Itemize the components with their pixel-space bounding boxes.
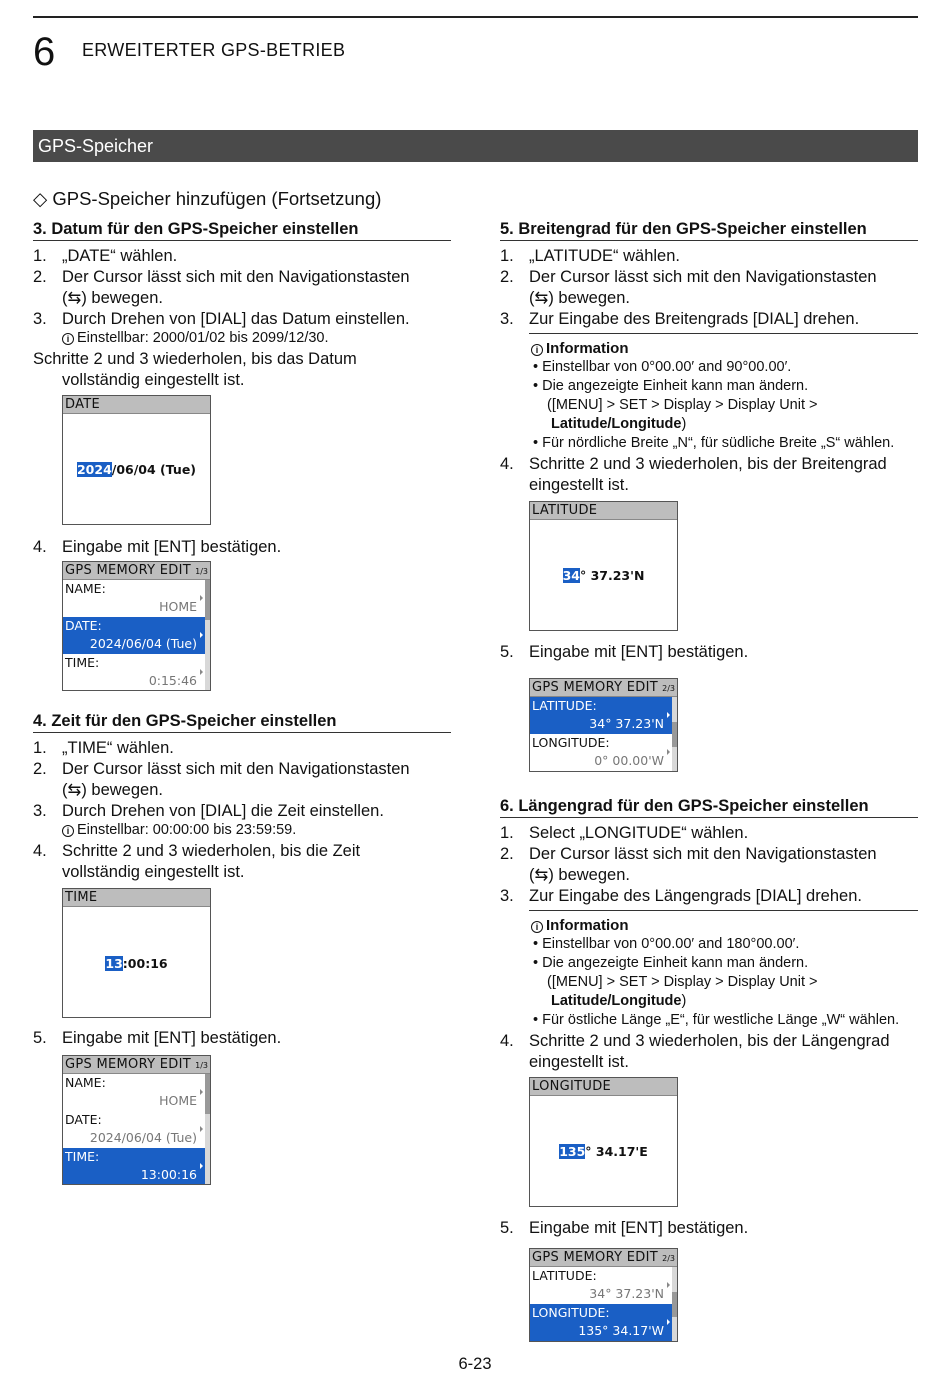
- date-value: 2024/06/04 (Tue): [76, 462, 197, 477]
- note: i Einstellbar: 2000/01/02 bis 2099/12/30.: [62, 329, 329, 348]
- date-screen: [62, 395, 211, 525]
- info-bullet-cont: ([MENU] > SET > Display > Display Unit >: [547, 974, 818, 990]
- scrollbar[interactable]: [205, 580, 210, 690]
- list-item-cont: (⇆) bewegen.: [529, 866, 630, 884]
- arrow-right-icon: [667, 1282, 670, 1288]
- screen-header: LONGITUDE: [530, 1078, 677, 1096]
- time-row[interactable]: TIME: 0:15:46: [63, 654, 210, 691]
- top-rule: [33, 16, 918, 18]
- info-icon: i: [531, 921, 543, 933]
- screen-header: GPS MEMORY EDIT: [63, 1056, 210, 1074]
- arrow-right-icon: [200, 669, 203, 675]
- name-row[interactable]: NAME: HOME: [63, 580, 210, 617]
- time-row[interactable]: TIME: 13:00:16: [63, 1148, 210, 1185]
- section-5-title: 5. Breitengrad für den GPS-Speicher einstellen: [500, 220, 918, 241]
- info-bullet-cont: Latitude/Longitude): [551, 993, 687, 1009]
- latitude-row[interactable]: LATITUDE: 34° 37.23'N: [530, 697, 677, 734]
- chapter-title: ERWEITERTER GPS-BETRIEB: [82, 40, 346, 60]
- info-bullet-cont: ([MENU] > SET > Display > Display Unit >: [547, 397, 818, 413]
- arrow-right-icon: [200, 1163, 203, 1169]
- gps-memory-edit-screen: [62, 1055, 211, 1185]
- screen-header: LATITUDE: [530, 502, 677, 520]
- screen-header: GPS MEMORY EDIT: [530, 679, 677, 697]
- repeat-text-cont: vollständig eingestellt ist.: [62, 371, 245, 389]
- arrow-right-icon: [200, 1126, 203, 1132]
- info-title: i Information: [531, 339, 629, 358]
- gps-memory-edit-screen: [529, 1248, 678, 1342]
- screen-header: GPS MEMORY EDIT: [63, 562, 210, 580]
- info-bullet-cont: Latitude/Longitude): [551, 416, 687, 432]
- date-row[interactable]: DATE: 2024/06/04 (Tue): [63, 1111, 210, 1148]
- section-bar: GPS-Speicher: [33, 130, 918, 162]
- page-indicator: 1/3: [195, 1061, 208, 1070]
- scroll-thumb[interactable]: [672, 722, 677, 747]
- page-indicator: 2/3: [662, 684, 675, 693]
- info-icon: i: [62, 333, 74, 345]
- scroll-thumb[interactable]: [205, 1074, 210, 1114]
- date-row[interactable]: DATE: 2024/06/04 (Tue): [63, 617, 210, 654]
- info-title: i Information: [531, 916, 629, 935]
- list-item-cont: vollständig eingestellt ist.: [62, 863, 245, 881]
- list-item-cont: eingestellt ist.: [529, 476, 629, 494]
- note: i Einstellbar: 00:00:00 bis 23:59:59.: [62, 821, 296, 840]
- info-icon: i: [531, 344, 543, 356]
- latitude-screen: [529, 501, 678, 631]
- info-bullet: • Die angezeigte Einheit kann man ändern.: [533, 378, 809, 394]
- subheading: ◇ GPS-Speicher hinzufügen (Fortsetzung): [33, 188, 382, 209]
- list-item-cont: eingestellt ist.: [529, 1053, 629, 1071]
- info-rule: [529, 333, 918, 334]
- info-rule: [529, 910, 918, 911]
- page-indicator: 2/3: [662, 1254, 675, 1263]
- arrow-right-icon: [200, 595, 203, 601]
- list-item-cont: (⇆) bewegen.: [62, 289, 163, 307]
- longitude-value: 135° 34.17'E: [559, 1144, 648, 1159]
- longitude-row[interactable]: LONGITUDE: 135° 34.17'W: [530, 1304, 677, 1341]
- gps-memory-edit-screen: [529, 678, 678, 772]
- screen-header: DATE: [63, 396, 210, 414]
- time-value: 13:00:16: [105, 956, 168, 971]
- list-item-cont: (⇆) bewegen.: [62, 781, 163, 799]
- page-indicator: 1/3: [195, 567, 208, 576]
- info-bullet: • Für nördliche Breite „N“, für südliche Breite „S“ wählen.: [533, 435, 895, 451]
- repeat-text: Schritte 2 und 3 wiederholen, bis das Datum: [33, 350, 357, 368]
- section-6-title: 6. Längengrad für den GPS-Speicher einstellen: [500, 797, 918, 818]
- time-screen: [62, 888, 211, 1018]
- info-bullet: • Die angezeigte Einheit kann man ändern.: [533, 955, 809, 971]
- arrow-right-icon: [200, 632, 203, 638]
- scrollbar[interactable]: [672, 697, 677, 771]
- section-4-title: 4. Zeit für den GPS-Speicher einstellen: [33, 712, 451, 733]
- list-item-cont: (⇆) bewegen.: [529, 289, 630, 307]
- screen-header: TIME: [63, 889, 210, 907]
- info-icon: i: [62, 825, 74, 837]
- name-row[interactable]: NAME: HOME: [63, 1074, 210, 1111]
- scrollbar[interactable]: [672, 1267, 677, 1341]
- latitude-value: 34° 37.23'N: [562, 568, 645, 583]
- scrollbar[interactable]: [205, 1074, 210, 1184]
- page-number: 6-23: [458, 1355, 492, 1373]
- arrow-right-icon: [667, 712, 670, 718]
- info-bullet: • Für östliche Länge „E“, für westliche Länge „W“ wählen.: [533, 1012, 900, 1028]
- info-bullet: • Einstellbar von 0°00.00′ and 90°00.00′.: [533, 359, 792, 375]
- arrow-right-icon: [667, 1319, 670, 1325]
- arrow-right-icon: [200, 1089, 203, 1095]
- latitude-row[interactable]: LATITUDE: 34° 37.23'N: [530, 1267, 677, 1304]
- longitude-screen: [529, 1077, 678, 1207]
- screen-header: GPS MEMORY EDIT: [530, 1249, 677, 1267]
- info-bullet: • Einstellbar von 0°00.00′ and 180°00.00′.: [533, 936, 800, 952]
- scroll-thumb[interactable]: [205, 580, 210, 620]
- arrow-right-icon: [667, 749, 670, 755]
- section-3-title: 3. Datum für den GPS-Speicher einstellen: [33, 220, 451, 241]
- longitude-row[interactable]: LONGITUDE: 0° 00.00'W: [530, 734, 677, 771]
- scroll-thumb[interactable]: [672, 1292, 677, 1317]
- chapter-number: 6: [33, 30, 56, 74]
- gps-memory-edit-screen: [62, 561, 211, 691]
